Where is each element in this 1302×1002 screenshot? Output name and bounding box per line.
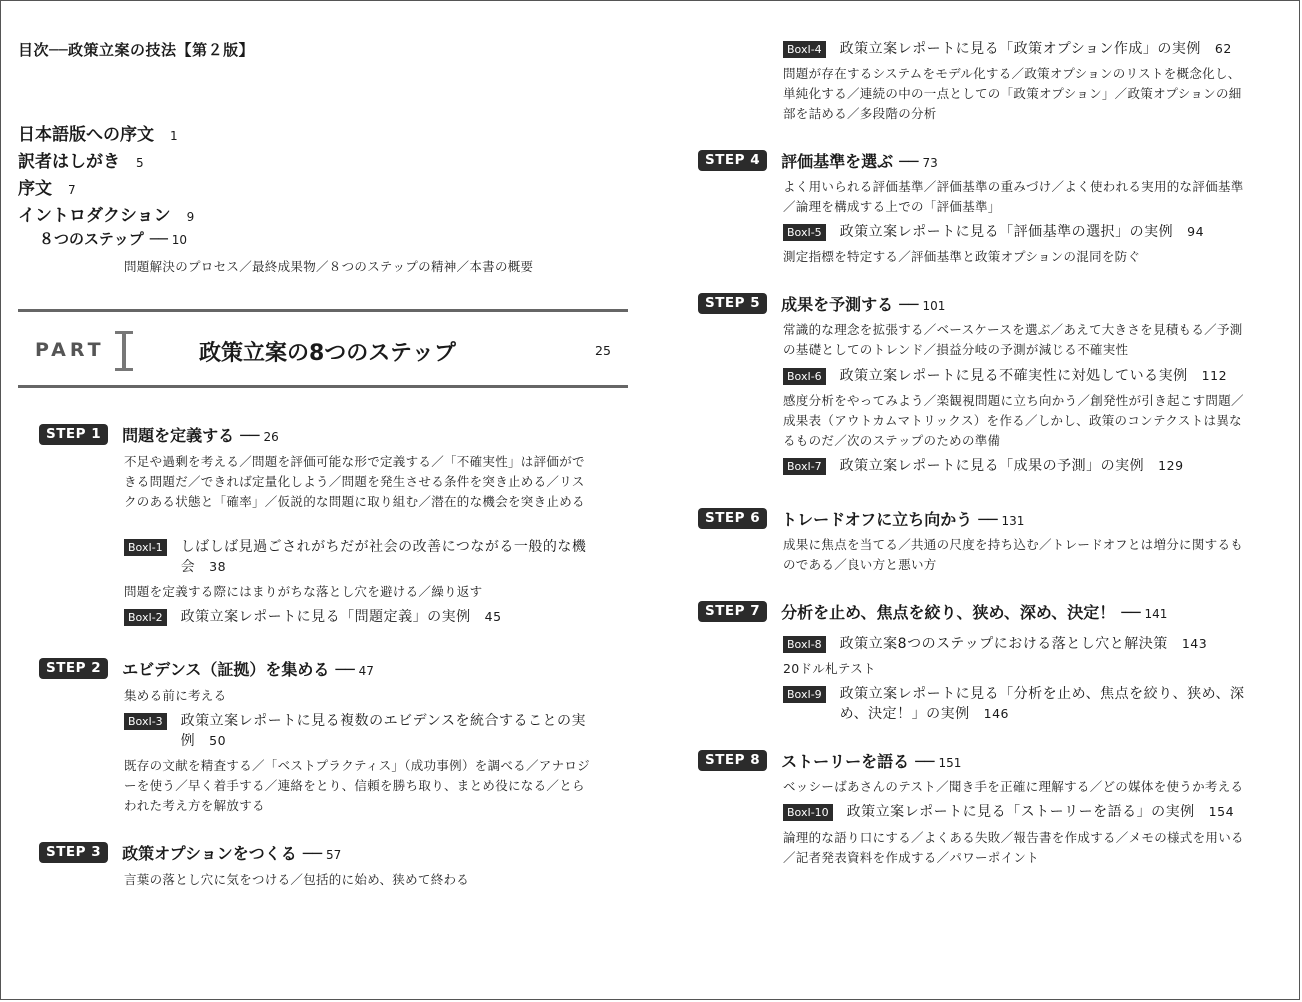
step-heading[interactable]: [698, 149, 938, 172]
part-rule-top: [18, 309, 628, 312]
entry-label: イントロダクション: [18, 206, 171, 226]
step-title: 政策オプションをつくる ── 57: [122, 844, 342, 863]
box-title: 政策立案レポートに見る「分析を止め、焦点を絞り、狭め、深め、決定！」の実例 146: [839, 686, 1245, 722]
step-title: 成果を予測する ── 101: [781, 295, 946, 314]
part-rule-bottom: [18, 385, 628, 388]
leader-dash: ──: [149, 230, 168, 248]
box-entry[interactable]: [124, 607, 596, 627]
step-description: ベッシーばあさんのテスト／聞き手を正確に理解する／どの媒体を使うか考える: [783, 779, 1244, 794]
step-heading[interactable]: [698, 600, 1167, 623]
box-entry[interactable]: [783, 684, 1253, 724]
entry-page: 1: [170, 129, 178, 143]
part-title[interactable]: 政策立案の8つのステップ: [199, 341, 456, 366]
step-heading[interactable]: [698, 749, 961, 772]
step-description: 言葉の落とし穴に気をつける／包括的に始め、狭めて終わる: [124, 872, 470, 887]
step-description: よく用いられる評価基準／評価基準の重みづけ／よく使われる実用的な評価基準／論理を構成する上での「評価基準」: [783, 179, 1244, 214]
page-title: 目次──政策立案の技法【第２版】: [18, 41, 255, 59]
step-description: 成果に焦点を当てる／共通の尺度を持ち込む／トレードオフとは増分に関するものである／良い方と悪い方: [783, 537, 1244, 572]
entry-label: ８つのステップ: [39, 230, 144, 248]
box-tag: BoxⅠ-3: [124, 713, 167, 730]
entry-page: 9: [186, 210, 195, 224]
entry-page: 7: [68, 183, 76, 197]
box-title: 政策立案レポートに見る「問題定義」の実例 45: [180, 609, 502, 625]
step-badge: STEP 4: [698, 150, 767, 171]
box-title: 政策立案レポートに見る「評価基準の選択」の実例 94: [839, 224, 1205, 240]
step-description: 問題を定義する際にはまりがちな落とし穴を避ける／繰り返す: [124, 584, 483, 599]
box-title: しばしば見過ごされがちだが社会の改善につながる一般的な機会 38: [180, 539, 587, 575]
step-heading[interactable]: [698, 292, 945, 315]
step-badge: STEP 2: [39, 658, 108, 679]
step-badge: STEP 1: [39, 424, 108, 445]
step-description: 測定指標を特定する／評価基準と政策オプションの混同を防ぐ: [783, 249, 1141, 264]
toc-entry[interactable]: [18, 147, 144, 172]
step-title: ストーリーを語る ── 151: [781, 752, 962, 771]
step-description: 感度分析をやってみよう／楽観視問題に立ち向かう／創発性が引き起こす問題／成果表（アウトカムマトリックス）を作る／しかし、政策のコンテクストは異なるものだ／次のステップのための準備: [783, 393, 1244, 448]
box-title: 政策立案レポートに見る「政策オプション作成」の実例 62: [839, 41, 1232, 57]
toc-subentry[interactable]: [39, 228, 187, 249]
step-description: 常識的な理念を拡張する／ベースケースを選ぶ／あえて大きさを見積もる／予測の基礎としてのトレンド／損益分岐の予測が減じる不確実性: [783, 322, 1243, 357]
toc-entry[interactable]: [18, 201, 194, 226]
roman-numeral-one-icon: [115, 331, 133, 371]
box-title: 政策立案レポートに見る不確実性に対処している実例 112: [839, 368, 1228, 384]
entry-description: 問題解決のプロセス／最終成果物／８つのステップの精神／本書の概要: [124, 259, 534, 274]
box-title: 政策立案8つのステップにおける落とし穴と解決策 143: [839, 636, 1208, 652]
box-tag: BoxⅠ-1: [124, 539, 167, 556]
toc-entry[interactable]: [18, 174, 76, 199]
step-title: トレードオフに立ち向かう ── 131: [781, 510, 1025, 529]
step-badge: STEP 7: [698, 601, 767, 622]
part-page: 25: [595, 343, 611, 358]
box-entry[interactable]: [124, 711, 596, 751]
step-title: 分析を止め、焦点を絞り、狭め、深め、決定！ ── 141: [781, 603, 1168, 622]
entry-page: 5: [136, 156, 144, 170]
box-tag: BoxⅠ-5: [783, 224, 826, 241]
step-heading[interactable]: [39, 841, 341, 864]
step-badge: STEP 5: [698, 293, 767, 314]
step-description: 論理的な語り口にする／よくある失敗／報告書を作成する／メモの様式を用いる／記者発表資料を作成する／パワーポイント: [783, 830, 1244, 865]
box-tag: BoxⅠ-4: [783, 41, 826, 58]
step-title: エビデンス（証拠）を集める ── 47: [122, 660, 374, 679]
box-entry[interactable]: [783, 366, 1253, 386]
box-entry[interactable]: [783, 222, 1253, 242]
box-title: 政策立案レポートに見る「成果の予測」の実例 129: [839, 458, 1184, 474]
box-tag: BoxⅠ-6: [783, 368, 826, 385]
step-title: 問題を定義する ── 26: [122, 426, 279, 445]
entry-label: 序文: [18, 179, 52, 199]
box-entry[interactable]: [124, 537, 596, 577]
step-heading[interactable]: [698, 507, 1024, 530]
box-entry[interactable]: [783, 39, 1253, 59]
step-badge: STEP 6: [698, 508, 767, 529]
entry-page: 10: [171, 233, 188, 247]
step-heading[interactable]: [39, 657, 374, 680]
step-description: 不足や過剰を考える／問題を評価可能な形で定義する／「不確実性」は評価ができる問題だ／できれば定量化しよう／問題を発生させる条件を突き止める／リスクのある状態と「確率」／仮説的な問題に取り組む／潜在的な機会を突き止める: [124, 454, 585, 509]
box-entry[interactable]: [783, 802, 1253, 822]
box-tag: BoxⅠ-10: [783, 804, 833, 821]
entry-label: 訳者はしがき: [18, 152, 120, 172]
entry-label: 日本語版への序文: [18, 125, 154, 145]
box-entry[interactable]: [783, 634, 1253, 654]
box-tag: BoxⅠ-2: [124, 609, 167, 626]
box-entry[interactable]: [783, 456, 1253, 476]
step-description: 問題が存在するシステムをモデル化する／政策オプションのリストを概念化し、単純化する／連続の中の一点としての「政策オプション」／政策オプションの細部を詰める／多段階の分析: [783, 66, 1242, 121]
step-description: 既存の文献を精査する／「ベストプラクティス」（成功事例）を調べる／アナロジーを使う／早く着手する／連絡をとり、信頼を勝ち取り、まとめ役になる／とらわれた考え方を解放する: [124, 758, 590, 813]
part-label: PART: [35, 339, 105, 361]
box-title: 政策立案レポートに見る複数のエビデンスを統合することの実例 50: [180, 713, 586, 749]
toc-entry[interactable]: [18, 120, 178, 145]
box-tag: BoxⅠ-9: [783, 686, 826, 703]
step-badge: STEP 8: [698, 750, 767, 771]
step-heading[interactable]: [39, 423, 279, 446]
step-title: 評価基準を選ぶ ── 73: [781, 152, 938, 171]
box-tag: BoxⅠ-7: [783, 458, 826, 475]
box-title: 政策立案レポートに見る「ストーリーを語る」の実例 154: [846, 804, 1235, 820]
step-description: 集める前に考える: [124, 688, 227, 703]
box-tag: BoxⅠ-8: [783, 636, 826, 653]
step-badge: STEP 3: [39, 842, 108, 863]
step-description: 20ドル札テスト: [783, 661, 876, 676]
